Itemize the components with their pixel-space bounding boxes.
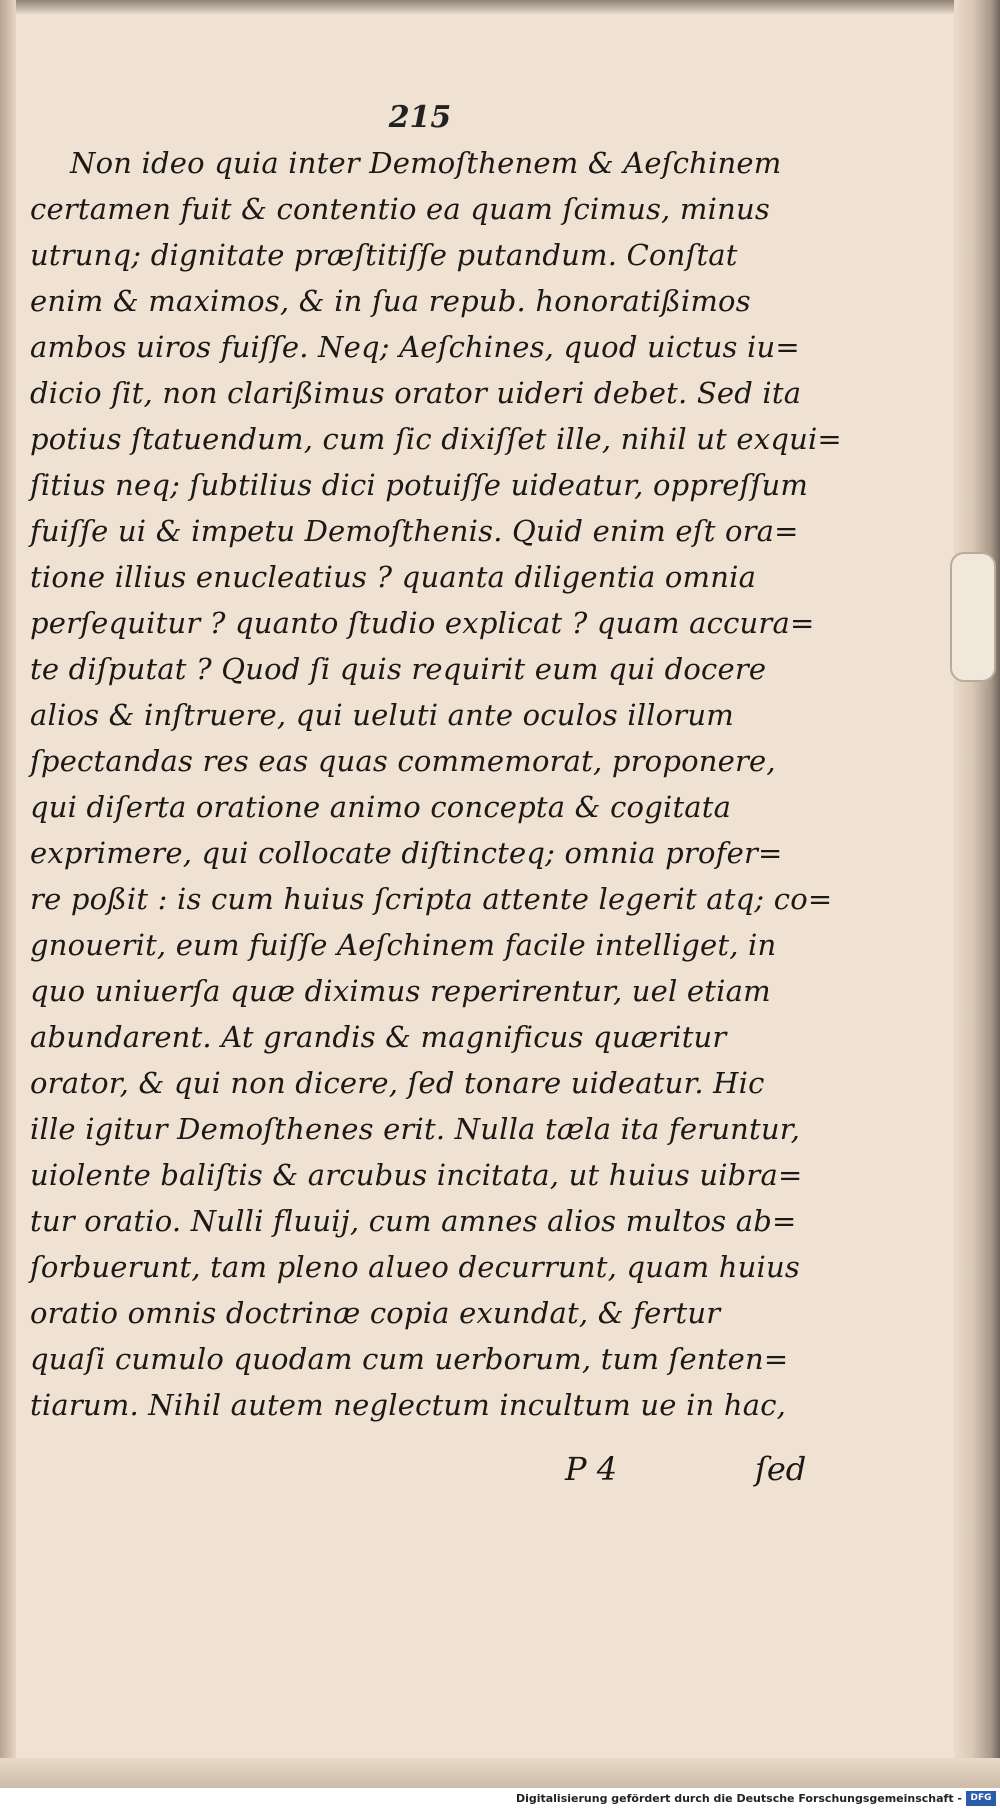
text-line: uiolente baliſtis & arcubus incitata, ut huius uibra=: [30, 1158, 803, 1192]
text-line: perſequitur ? quanto ſtudio explicat ? quam accura=: [30, 606, 815, 640]
page-left-edge: [0, 0, 16, 1788]
text-line: re poßit : is cum huius ſcripta attente legerit atq; co=: [30, 882, 833, 916]
text-line: quaſi cumulo quodam cum uerborum, tum ſenten=: [30, 1342, 789, 1376]
text-line: qui diſerta oratione animo concepta & cogitata: [30, 790, 732, 824]
page-top-edge: [0, 0, 1000, 14]
text-line: ſorbuerunt, tam pleno alueo decurrunt, quam huius: [30, 1250, 800, 1284]
text-line: oratio omnis doctrinæ copia exundat, & fertur: [30, 1296, 721, 1330]
clasp-mark: [950, 552, 996, 682]
text-line: tione illius enucleatius ? quanta diligentia omnia: [30, 560, 757, 594]
page-bottom-edge: [0, 1758, 1000, 1788]
text-line: gnouerit, eum fuiſſe Aeſchinem facile intelliget, in: [30, 928, 777, 962]
text-line: fuiſſe ui & impetu Demoſthenis. Quid enim eſt ora=: [30, 514, 799, 548]
text-line: potius ſtatuendum, cum ſic dixiſſet ille, nihil ut exqui=: [30, 422, 842, 456]
signature-mark: P 4: [565, 1450, 618, 1488]
text-line: te diſputat ? Quod ſi quis requirit eum qui docere: [30, 652, 767, 686]
text-line: abundarent. At grandis & magnificus quæritur: [30, 1020, 727, 1054]
text-line: tiarum. Nihil autem neglectum incultum ue in hac,: [30, 1388, 787, 1422]
text-line: certamen fuit & contentio ea quam ſcimus, minus: [30, 192, 770, 226]
dfg-logo: DFG: [966, 1791, 996, 1806]
text-line: alios & inſtruere, qui ueluti ante oculos illorum: [30, 698, 734, 732]
text-line: ſpectandas res eas quas commemorat, proponere,: [30, 744, 776, 778]
body-text: [30, 140, 842, 1428]
text-line: orator, & qui non dicere, ſed tonare uideatur. Hic: [30, 1066, 765, 1100]
text-line: ille igitur Demoſthenes erit. Nulla tæla ita feruntur,: [30, 1112, 801, 1146]
text-line: Non ideo quia inter Demoſthenem & Aeſchinem: [70, 146, 782, 180]
text-line: dicio ſit, non clarißimus orator uideri debet. Sed ita: [30, 376, 802, 410]
footer-credit: Digitalisierung gefördert durch die Deutsche Forschungsgemeinschaft -: [515, 1792, 962, 1805]
footer-bar: [0, 1788, 1000, 1811]
text-line: ambos uiros fuiſſe. Neq; Aeſchines, quod uictus iu=: [30, 330, 800, 364]
page-number: 215: [388, 100, 452, 135]
text-line: utrunq; dignitate præſtitiſſe putandum. Conſtat: [30, 238, 738, 272]
text-line: exprimere, qui collocate diſtincteq; omnia profer=: [30, 836, 783, 870]
catchword: ſed: [755, 1450, 807, 1488]
text-line: enim & maximos, & in ſua repub. honoratißimos: [30, 284, 751, 318]
page-right-edge: [954, 0, 1000, 1788]
text-line: quo uniuerſa quæ diximus reperirentur, uel etiam: [30, 974, 771, 1008]
text-line: ſitius neq; ſubtilius dici potuiſſe uideatur, oppreſſum: [30, 468, 809, 502]
text-line: tur oratio. Nulli fluuij, cum amnes alios multos ab=: [30, 1204, 797, 1238]
